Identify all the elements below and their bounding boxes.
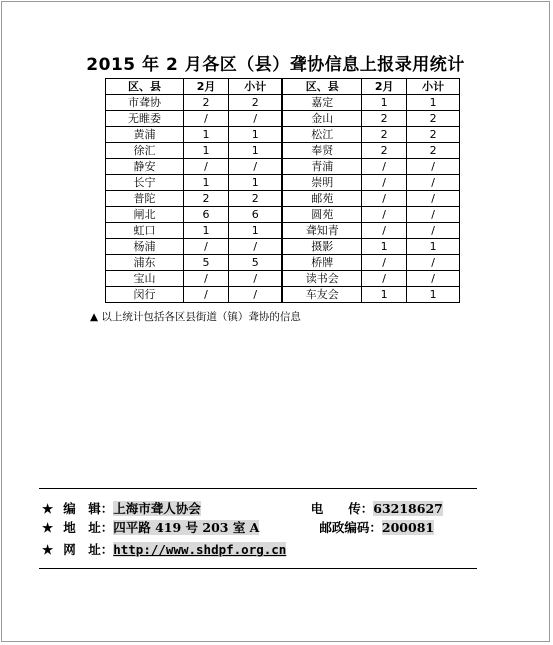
- cell-district-left: 虹口: [106, 223, 184, 239]
- cell-february-left: /: [183, 111, 228, 127]
- footer-bottom-divider: [39, 568, 477, 569]
- cell-february-left: /: [183, 287, 228, 303]
- cell-district-left: 市聋协: [106, 95, 184, 111]
- cell-february-left: /: [183, 271, 228, 287]
- cell-district-right: 青浦: [282, 159, 361, 175]
- cell-february-left: 1: [183, 223, 228, 239]
- cell-subtotal-right: /: [407, 255, 460, 271]
- document-page: [1, 1, 550, 642]
- phone-label: 电 传：: [310, 501, 374, 516]
- table-body: [106, 95, 460, 303]
- statistics-table: [105, 78, 460, 303]
- cell-subtotal-left: /: [229, 239, 283, 255]
- cell-subtotal-right: 1: [407, 239, 460, 255]
- cell-february-left: 2: [183, 191, 228, 207]
- cell-subtotal-left: 1: [229, 127, 283, 143]
- table-row: [106, 255, 460, 271]
- cell-district-right: 邮苑: [282, 191, 361, 207]
- cell-subtotal-left: /: [229, 287, 283, 303]
- cell-february-right: /: [362, 223, 407, 239]
- cell-february-right: /: [362, 175, 407, 191]
- cell-district-right: 崇明: [282, 175, 361, 191]
- cell-district-left: 徐汇: [106, 143, 184, 159]
- footer-editor-row: [42, 499, 443, 517]
- document-title: 2015 年 2 月各区（县）聋协信息上报录用统计: [86, 55, 465, 75]
- table-row: [106, 143, 460, 159]
- cell-subtotal-right: 2: [407, 143, 460, 159]
- editor-label: 编 辑：: [63, 501, 114, 516]
- star-icon: ★: [42, 542, 54, 557]
- cell-subtotal-right: 1: [407, 287, 460, 303]
- table-row: [106, 175, 460, 191]
- table-row: [106, 159, 460, 175]
- cell-subtotal-left: /: [229, 111, 283, 127]
- cell-february-right: 2: [362, 127, 407, 143]
- footer-address-row: [42, 518, 434, 536]
- cell-subtotal-right: /: [407, 191, 460, 207]
- header-subtotal-left: 小计: [229, 79, 283, 95]
- editor-value: 上海市聋人协会: [113, 501, 201, 516]
- cell-subtotal-left: 2: [229, 95, 283, 111]
- cell-subtotal-right: 2: [407, 127, 460, 143]
- cell-february-right: /: [362, 207, 407, 223]
- cell-district-right: 嘉定: [282, 95, 361, 111]
- cell-subtotal-left: /: [229, 271, 283, 287]
- table-row: [106, 111, 460, 127]
- cell-district-right: 松江: [282, 127, 361, 143]
- cell-february-right: 1: [362, 95, 407, 111]
- web-label: 网 址：: [63, 542, 114, 557]
- cell-february-left: /: [183, 159, 228, 175]
- phone-value: 63218627: [373, 501, 443, 516]
- cell-february-right: 1: [362, 239, 407, 255]
- cell-february-right: /: [362, 271, 407, 287]
- table-header-row: [106, 79, 460, 95]
- cell-february-left: 1: [183, 143, 228, 159]
- cell-february-right: /: [362, 159, 407, 175]
- header-district-left: 区、县: [106, 79, 184, 95]
- cell-subtotal-right: /: [407, 175, 460, 191]
- cell-district-right: 聋知青: [282, 223, 361, 239]
- cell-district-right: 车友会: [282, 287, 361, 303]
- cell-district-right: 金山: [282, 111, 361, 127]
- cell-subtotal-left: /: [229, 159, 283, 175]
- header-district-right: 区、县: [282, 79, 361, 95]
- postcode-label: 邮政编码：: [319, 520, 382, 535]
- cell-district-right: 读书会: [282, 271, 361, 287]
- website-link[interactable]: http://www.shdpf.org.cn: [113, 542, 287, 557]
- table-footnote: ▲ 以上统计包括各区县街道（镇）聋协的信息: [90, 311, 301, 323]
- cell-subtotal-right: /: [407, 223, 460, 239]
- star-icon: ★: [42, 520, 54, 535]
- cell-subtotal-right: /: [407, 159, 460, 175]
- cell-february-right: 2: [362, 111, 407, 127]
- cell-subtotal-right: /: [407, 207, 460, 223]
- table-row: [106, 191, 460, 207]
- cell-subtotal-left: 1: [229, 223, 283, 239]
- cell-district-left: 普陀: [106, 191, 184, 207]
- cell-february-left: 1: [183, 175, 228, 191]
- cell-district-left: 闵行: [106, 287, 184, 303]
- header-subtotal-right: 小计: [407, 79, 460, 95]
- cell-february-right: /: [362, 191, 407, 207]
- address-label: 地 址：: [63, 520, 114, 535]
- cell-district-left: 黄浦: [106, 127, 184, 143]
- cell-february-right: 2: [362, 143, 407, 159]
- cell-district-left: 静安: [106, 159, 184, 175]
- cell-february-left: /: [183, 239, 228, 255]
- cell-subtotal-left: 1: [229, 143, 283, 159]
- table-row: [106, 207, 460, 223]
- cell-subtotal-left: 2: [229, 191, 283, 207]
- cell-february-left: 6: [183, 207, 228, 223]
- cell-february-right: 1: [362, 287, 407, 303]
- cell-subtotal-right: 2: [407, 111, 460, 127]
- table-row: [106, 239, 460, 255]
- cell-district-right: 奉贤: [282, 143, 361, 159]
- footer-web-row: [42, 540, 286, 558]
- cell-district-right: 桥牌: [282, 255, 361, 271]
- cell-subtotal-left: 5: [229, 255, 283, 271]
- cell-district-right: 摄影: [282, 239, 361, 255]
- table-row: [106, 223, 460, 239]
- postcode-value: 200081: [381, 520, 435, 535]
- cell-district-left: 无睢委: [106, 111, 184, 127]
- star-icon: ★: [42, 501, 54, 516]
- table-row: [106, 271, 460, 287]
- cell-february-left: 2: [183, 95, 228, 111]
- cell-district-left: 闸北: [106, 207, 184, 223]
- cell-subtotal-left: 6: [229, 207, 283, 223]
- table-row: [106, 127, 460, 143]
- cell-subtotal-right: /: [407, 271, 460, 287]
- cell-district-left: 杨浦: [106, 239, 184, 255]
- cell-district-left: 浦东: [106, 255, 184, 271]
- cell-february-left: 5: [183, 255, 228, 271]
- cell-subtotal-right: 1: [407, 95, 460, 111]
- cell-february-left: 1: [183, 127, 228, 143]
- header-february-right: 2月: [362, 79, 407, 95]
- address-value: 四平路 419 号 203 室 A: [113, 520, 260, 535]
- cell-subtotal-left: 1: [229, 175, 283, 191]
- table-row: [106, 287, 460, 303]
- footer-top-divider: [39, 488, 477, 489]
- header-february-left: 2月: [183, 79, 228, 95]
- cell-district-right: 圆苑: [282, 207, 361, 223]
- cell-february-right: /: [362, 255, 407, 271]
- cell-district-left: 宝山: [106, 271, 184, 287]
- table-row: [106, 95, 460, 111]
- cell-district-left: 长宁: [106, 175, 184, 191]
